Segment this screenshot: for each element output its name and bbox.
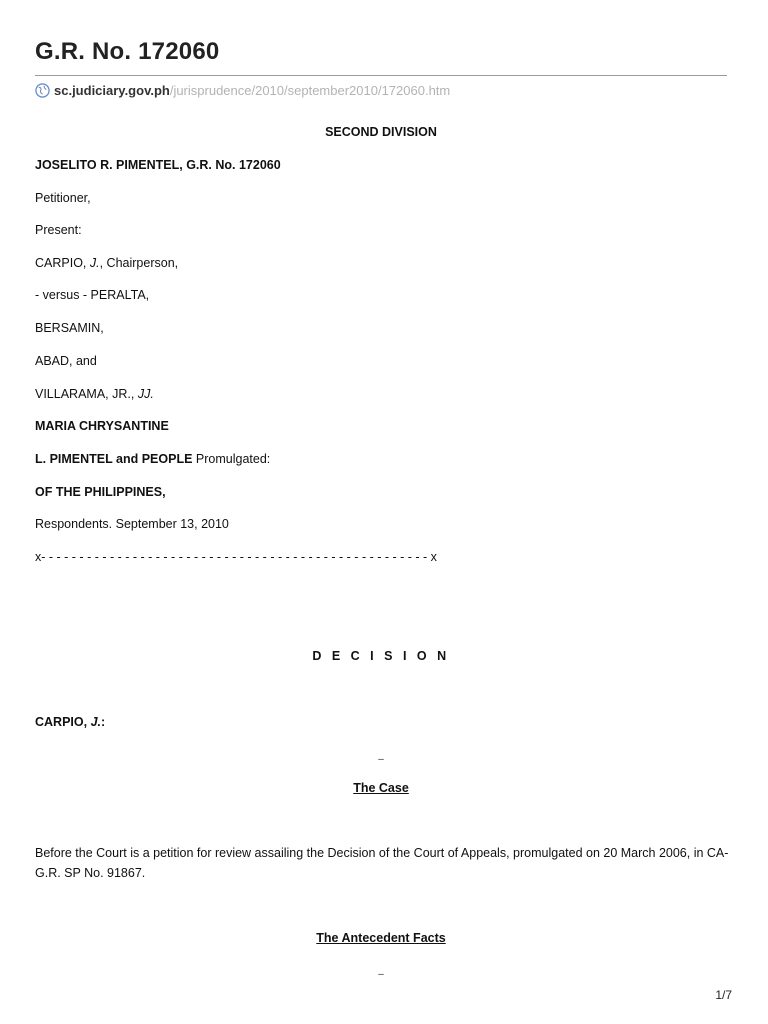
respondent-line-1: MARIA CHRYSANTINE	[35, 419, 169, 433]
carpio-role: , Chairperson,	[99, 256, 179, 270]
chairperson-line	[35, 255, 178, 271]
source-link[interactable]	[35, 83, 450, 98]
villarama-name: VILLARAMA, JR.,	[35, 387, 138, 401]
present-label: Present:	[35, 223, 82, 237]
respondents-date-line: Respondents. September 13, 2010	[35, 517, 229, 531]
globe-icon	[35, 83, 50, 98]
ponente-title: J.	[90, 715, 101, 729]
section-dash-1: –	[378, 754, 384, 765]
petitioner-role: Petitioner,	[35, 191, 91, 205]
respondent-line-3: OF THE PHILIPPINES,	[35, 485, 166, 499]
decision-heading: D E C I S I O N	[312, 649, 450, 663]
respondent-line-2	[35, 451, 270, 467]
petitioner-line	[35, 157, 281, 173]
respondent-names: L. PIMENTEL and PEOPLE	[35, 452, 193, 466]
justice-abad: ABAD, and	[35, 354, 97, 368]
ponente-name: CARPIO,	[35, 715, 91, 729]
carpio-title: J.	[89, 256, 100, 270]
division-heading: SECOND DIVISION	[325, 125, 437, 139]
page-title: G.R. No. 172060	[35, 38, 220, 65]
title-divider	[35, 75, 727, 76]
ponente-colon: :	[101, 715, 106, 729]
justice-villarama	[35, 386, 154, 402]
section-dash-2: –	[378, 969, 384, 980]
versus-line: - versus - PERALTA,	[35, 288, 150, 302]
promulgated-label: Promulgated:	[192, 452, 271, 466]
carpio-name: CARPIO,	[35, 256, 90, 270]
case-heading: The Case	[353, 781, 409, 795]
villarama-title: JJ.	[137, 387, 154, 401]
source-domain[interactable]: sc.judiciary.gov.ph	[54, 83, 170, 98]
gr-number: G.R. No. 172060	[182, 158, 281, 172]
case-paragraph: Before the Court is a petition for review assailing the Decision of the Court of Appeals, promulgated on 20 March 2006, in CA-G.R. SP No. 91867.	[35, 846, 729, 880]
justice-bersamin: BERSAMIN,	[35, 321, 104, 335]
petitioner-name: JOSELITO R. PIMENTEL,	[35, 158, 183, 172]
ponente-line	[35, 714, 105, 730]
source-path[interactable]: /jurisprudence/2010/september2010/172060.htm	[169, 83, 451, 98]
facts-heading: The Antecedent Facts	[316, 931, 446, 945]
page-number: 1/7	[715, 988, 732, 1002]
caption-separator: x- - - - - - - - - - - - - - - - - - - - - - - - - - - - - - - - - - - - - - - - - - - - - - - - - - - x	[35, 550, 437, 564]
